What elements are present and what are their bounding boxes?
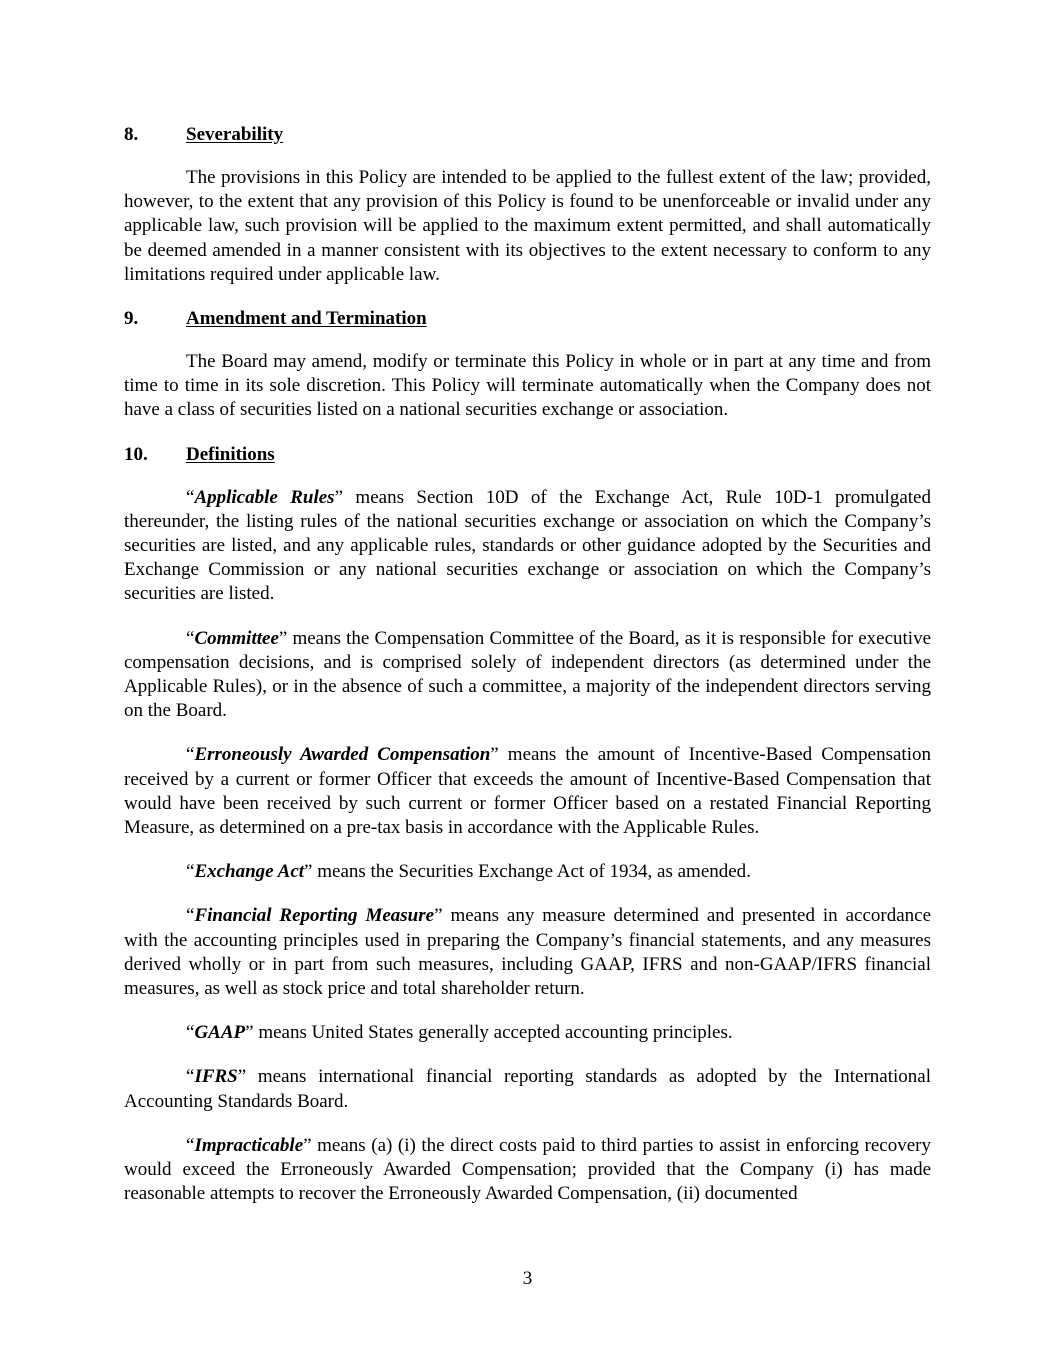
definition-text: means international financial reporting standards as adopted by the International Accounting Standards Board. — [124, 1066, 931, 1112]
open-quote: “ — [186, 905, 195, 927]
definition-text: means Section 10D of the Exchange Act, Rule 10D-1 promulgated thereunder, the listing rules of the national securities exchange or association on which the Company’s securities are listed, and any applicable rules, standards or other guidance adopted by the Securities and Exchange Commission or any national securities exchange or association on which the Company’s securities are listed. — [124, 486, 931, 605]
severability-paragraph: The provisions in this Policy are intended to be applied to the fullest extent of the law; provided, however, to the extent that any provision of this Policy is found to be unenforceable or invalid under any applicable law, such provision will be applied to the maximum extent permitted, and shall automatically be deemed amended in a manner consistent with its objectives to the extent necessary to conform to any limitations required under applicable law. — [124, 167, 931, 285]
defined-term: Applicable Rules — [194, 486, 335, 508]
defined-term: Exchange Act — [194, 861, 305, 883]
definition-text: means United States generally accepted accounting principles. — [253, 1022, 733, 1044]
open-quote: “ — [186, 1066, 195, 1088]
definition-text: means the Securities Exchange Act of 1934, as amended. — [312, 861, 751, 883]
definition-text: means the Compensation Committee of the Board, as it is responsible for executive compensation decisions, and is comprised solely of independent directors (as determined under the Applicable Rules), or in the absence of such a committee, a majority of the independent directors serving on the Board. — [124, 627, 931, 722]
defined-term: Financial Reporting Measure — [194, 905, 435, 927]
definition-impracticable — [124, 1134, 931, 1207]
open-quote: “ — [186, 744, 195, 766]
close-quote: ” — [490, 744, 499, 766]
close-quote: ” — [278, 627, 288, 649]
definition-ifrs — [124, 1065, 931, 1113]
defined-term: GAAP — [194, 1022, 246, 1044]
open-quote: “ — [186, 1134, 195, 1156]
amendment-paragraph: The Board may amend, modify or terminate this Policy in whole or in part at any time and from time to time in its sole discretion. This Policy will terminate automatically when the Company does not have a class of securities listed on a national securities exchange or association. — [124, 351, 931, 421]
section-number: 8. — [124, 124, 139, 145]
defined-term: IFRS — [194, 1066, 238, 1088]
definition-text: means (a) (i) the direct costs paid to third parties to assist in enforcing recovery would exceed the Erroneously Awarded Compensation; provided that the Company (i) has made reasonable attempts to recover the Erroneously Awarded Compensation, (ii) documented — [124, 1134, 931, 1205]
section-heading-definitions — [124, 443, 931, 467]
section-number: 10. — [124, 443, 148, 465]
open-quote: “ — [186, 486, 195, 508]
section-title: Definitions — [186, 443, 275, 465]
document-page — [124, 123, 931, 1227]
definition-applicable-rules — [124, 486, 931, 607]
definition-text: means any measure determined and presented in accordance with the accounting principles used in preparing the Company’s financial statements, and any measures derived wholly or in part from such measures, including GAAP, IFRS and non-GAAP/IFRS financial measures, as well as stock price and total shareholder return. — [124, 905, 932, 1000]
definition-committee — [124, 627, 931, 724]
definition-financial-reporting-measure — [124, 904, 931, 1001]
section-title: Amendment and Termination — [186, 308, 427, 330]
defined-term: Impracticable — [194, 1134, 304, 1156]
close-quote: ” — [434, 905, 443, 927]
defined-term: Committee — [194, 627, 279, 649]
open-quote: “ — [186, 1022, 195, 1044]
definition-exchange-act — [124, 860, 931, 884]
definition-gaap — [124, 1021, 931, 1045]
close-quote: ” — [304, 861, 313, 883]
close-quote: ” — [245, 1022, 254, 1044]
definition-text: means the amount of Incentive-Based Compensation received by a current or former Officer that exceeds the amount of Incentive-Based Compensation that would have been received by such current or former Officer based on a restated Financial Reporting Measure, as determined on a pre-tax basis in accordance with the Applicable Rules. — [124, 744, 931, 839]
close-quote: ” — [237, 1066, 247, 1088]
defined-term: Erroneously Awarded Compensation — [194, 744, 491, 766]
section-heading-severability — [124, 123, 931, 147]
open-quote: “ — [186, 861, 195, 883]
section-title: Severability — [186, 124, 284, 145]
definition-erroneously-awarded-compensation — [124, 743, 931, 840]
close-quote: ” — [334, 486, 344, 508]
section-heading-amendment — [124, 307, 931, 331]
page-number: 3 — [522, 1268, 533, 1289]
open-quote: “ — [186, 627, 195, 649]
close-quote: ” — [303, 1134, 312, 1156]
section-number: 9. — [124, 308, 139, 330]
